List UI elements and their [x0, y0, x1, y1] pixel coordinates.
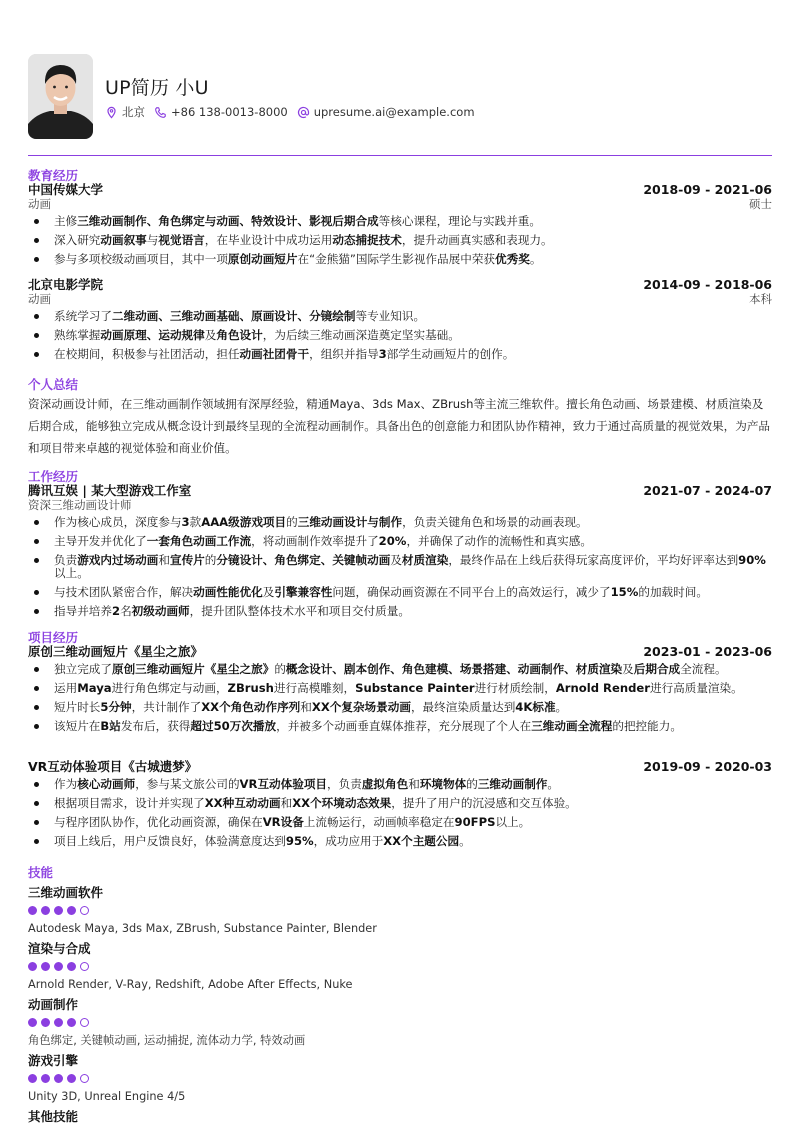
skill-item — [28, 941, 772, 992]
degree: 本科 — [749, 292, 772, 306]
bullet-item: 熟练掌握动画原理、运动规律及角色设计，为后续三维动画深造奠定坚实基础。 — [28, 329, 772, 342]
school-name: 北京电影学院 — [28, 277, 104, 292]
bullet-item: 独立完成了原创三维动画短片《星尘之旅》的概念设计、剧本创作、角色建模、场景搭建、动画制作、材质渲染及后期合成全流程。 — [28, 663, 772, 676]
bullet-item: 该短片在B站发布后，获得超过50万次播放，并被多个动画垂直媒体推荐，充分展现了个人在三维动画全流程的把控能力。 — [28, 720, 772, 733]
rating-dot-filled — [54, 1018, 63, 1027]
skill-detail: Autodesk Maya, 3ds Max, ZBrush, Substance Painter, Blender — [28, 922, 377, 935]
bullet-item: 主修三维动画制作、角色绑定与动画、特效设计、影视后期合成等核心课程，理论与实践并重。 — [28, 215, 772, 228]
bullet-list — [28, 310, 772, 361]
bullet-item: 运用Maya进行角色绑定与动画，ZBrush进行高模雕刻，Substance Painter进行材质绘制，Arnold Render进行高质量渲染。 — [28, 682, 772, 695]
resume-header — [28, 0, 772, 156]
skill-level-rating — [28, 1018, 772, 1028]
bullet-item: 项目上线后，用户反馈良好，体验满意度达到95%，成功应用于XX个主题公园。 — [28, 835, 772, 848]
section-title: 工作经历 — [28, 469, 79, 484]
projects-section — [28, 630, 772, 739]
candidate-name: UP简历 小U — [105, 77, 209, 99]
rating-dot-filled — [67, 906, 76, 915]
skill-name: 渲染与合成 — [28, 941, 91, 956]
contact-location — [105, 104, 145, 120]
skill-level-rating — [28, 906, 772, 916]
skill-name: 游戏引擎 — [28, 1053, 79, 1068]
bullet-item: 作为核心成员，深度参与3款AAA级游戏项目的三维动画设计与制作，负责关键角色和场景的动画表现。 — [28, 516, 772, 529]
phone-text: +86 138-0013-8000 — [171, 105, 288, 119]
bullet-item: 与技术团队紧密合作，解决动画性能优化及引擎兼容性问题，确保动画资源在不同平台上的高效运行，减少了15%的加载时间。 — [28, 586, 772, 599]
at-sign-icon — [297, 106, 310, 119]
bullet-list — [28, 516, 772, 618]
section-title: 个人总结 — [28, 377, 79, 392]
date-range: 2019-09 - 2020-03 — [643, 759, 772, 774]
rating-dot-filled — [67, 1018, 76, 1027]
bullet-list — [28, 663, 772, 733]
bullet-item: 系统学习了二维动画、三维动画基础、原画设计、分镜绘制等专业知识。 — [28, 310, 772, 323]
degree: 硕士 — [749, 197, 772, 211]
email-text: upresume.ai@example.com — [313, 105, 475, 119]
date-range: 2023-01 - 2023-06 — [643, 644, 772, 659]
skill-detail: 角色绑定, 关键帧动画, 运动捕捉, 流体动力学, 特效动画 — [28, 1034, 306, 1047]
skills-section — [28, 865, 772, 1124]
rating-dot-filled — [67, 1074, 76, 1083]
summary-text: 资深动画设计师，在三维动画制作领域拥有深厚经验，精通Maya、3ds Max、ZBrush等主流三维软件。擅长角色动画、场景建模、材质渲染及后期合成，能够独立完成从概念设计到最终呈现的全流程动画制作。具备出色的创意能力和团队协作精神，致力于通过高质量的视觉效果，为产品和项目带来卓越的视觉体验和商业价值。 — [28, 397, 771, 455]
rating-dot-filled — [41, 1074, 50, 1083]
location-pin-icon — [105, 106, 118, 119]
rating-dot-filled — [28, 1018, 37, 1027]
bullet-item: 在校期间，积极参与社团活动，担任动画社团骨干，组织并指导3部学生动画短片的创作。 — [28, 348, 772, 361]
section-title: 项目经历 — [28, 630, 79, 645]
location-text: 北京 — [122, 105, 145, 119]
school-name: 中国传媒大学 — [28, 182, 104, 197]
skill-level-rating — [28, 962, 772, 972]
bullet-item: 指导并培养2名初级动画师，提升团队整体技术水平和项目交付质量。 — [28, 605, 772, 618]
rating-dot-filled — [41, 906, 50, 915]
contact-phone[interactable] — [154, 105, 288, 119]
bullet-item: 参与多项校级动画项目，其中一项原创动画短片在“金熊猫”国际学生影视作品展中荣获优秀奖。 — [28, 253, 772, 266]
rating-dot-filled — [28, 1074, 37, 1083]
avatar-portrait — [28, 54, 93, 139]
contact-row — [105, 104, 484, 120]
rating-dot-filled — [28, 962, 37, 971]
bullet-item: 与程序团队协作，优化动画资源，确保在VR设备上流畅运行，动画帧率稳定在90FPS以上。 — [28, 816, 772, 829]
major: 动画 — [28, 292, 51, 306]
bullet-item: 短片时长5分钟，共计制作了XX个角色动作序列和XX个复杂场景动画，最终渲染质量达到4K标准。 — [28, 701, 772, 714]
date-range: 2021-07 - 2024-07 — [643, 483, 772, 498]
major: 动画 — [28, 197, 51, 211]
bullet-list — [28, 215, 772, 266]
rating-dot-filled — [41, 962, 50, 971]
education-section — [28, 168, 772, 272]
rating-dot-filled — [28, 906, 37, 915]
skill-item — [28, 885, 772, 936]
avatar — [28, 54, 93, 139]
education-entry — [28, 278, 772, 361]
section-title: 教育经历 — [28, 168, 79, 183]
skill-detail: Arnold Render, V-Ray, Redshift, Adobe After Effects, Nuke — [28, 978, 353, 991]
rating-dot-empty — [80, 962, 89, 971]
skill-level-rating — [28, 1074, 772, 1084]
rating-dot-filled — [54, 906, 63, 915]
project-name: VR互动体验项目《古城遗梦》 — [28, 759, 198, 774]
bullet-item: 主导开发并优化了一套角色动画工作流，将动画制作效率提升了20%，并确保了动作的流畅性和真实感。 — [28, 535, 772, 548]
skill-detail: Unity 3D, Unreal Engine 4/5 — [28, 1090, 186, 1103]
skill-item — [28, 1053, 772, 1104]
summary-section — [28, 377, 772, 459]
skill-name: 三维动画软件 — [28, 885, 104, 900]
position: 资深三维动画设计师 — [28, 498, 132, 512]
education-entry — [28, 183, 772, 266]
skill-name: 动画制作 — [28, 997, 79, 1012]
rating-dot-empty — [80, 1074, 89, 1083]
company-name: 腾讯互娱 | 某大型游戏工作室 — [28, 483, 192, 498]
date-range: 2018-09 - 2021-06 — [643, 182, 772, 197]
project-name: 原创三维动画短片《星尘之旅》 — [28, 644, 204, 659]
bullet-item: 深入研究动画叙事与视觉语言，在毕业设计中成功运用动态捕捉技术，提升动画真实感和表现力。 — [28, 234, 772, 247]
rating-dot-empty — [80, 906, 89, 915]
skill-item — [28, 1109, 772, 1124]
date-range: 2014-09 - 2018-06 — [643, 277, 772, 292]
skill-item — [28, 997, 772, 1048]
work-section — [28, 469, 772, 624]
contact-email[interactable] — [297, 105, 475, 119]
bullet-item: 根据项目需求，设计并实现了XX种互动动画和XX个环境动态效果，提升了用户的沉浸感和交互体验。 — [28, 797, 772, 810]
education-section-2 — [28, 278, 772, 367]
projects-section-2 — [28, 760, 772, 854]
skills-list — [28, 885, 772, 1124]
section-title: 技能 — [28, 865, 54, 880]
rating-dot-filled — [54, 962, 63, 971]
skill-name: 其他技能 — [28, 1109, 79, 1124]
rating-dot-empty — [80, 1018, 89, 1027]
bullet-list — [28, 778, 772, 848]
rating-dot-filled — [41, 1018, 50, 1027]
phone-icon — [154, 106, 167, 119]
bullet-item: 作为核心动画师，参与某文旅公司的VR互动体验项目，负责虚拟角色和环境物体的三维动画制作。 — [28, 778, 772, 791]
bullet-item: 负责游戏内过场动画和宣传片的分镜设计、角色绑定、关键帧动画及材质渲染，最终作品在上线后获得玩家高度评价，平均好评率达到90%以上。 — [28, 554, 772, 580]
rating-dot-filled — [54, 1074, 63, 1083]
rating-dot-filled — [67, 962, 76, 971]
